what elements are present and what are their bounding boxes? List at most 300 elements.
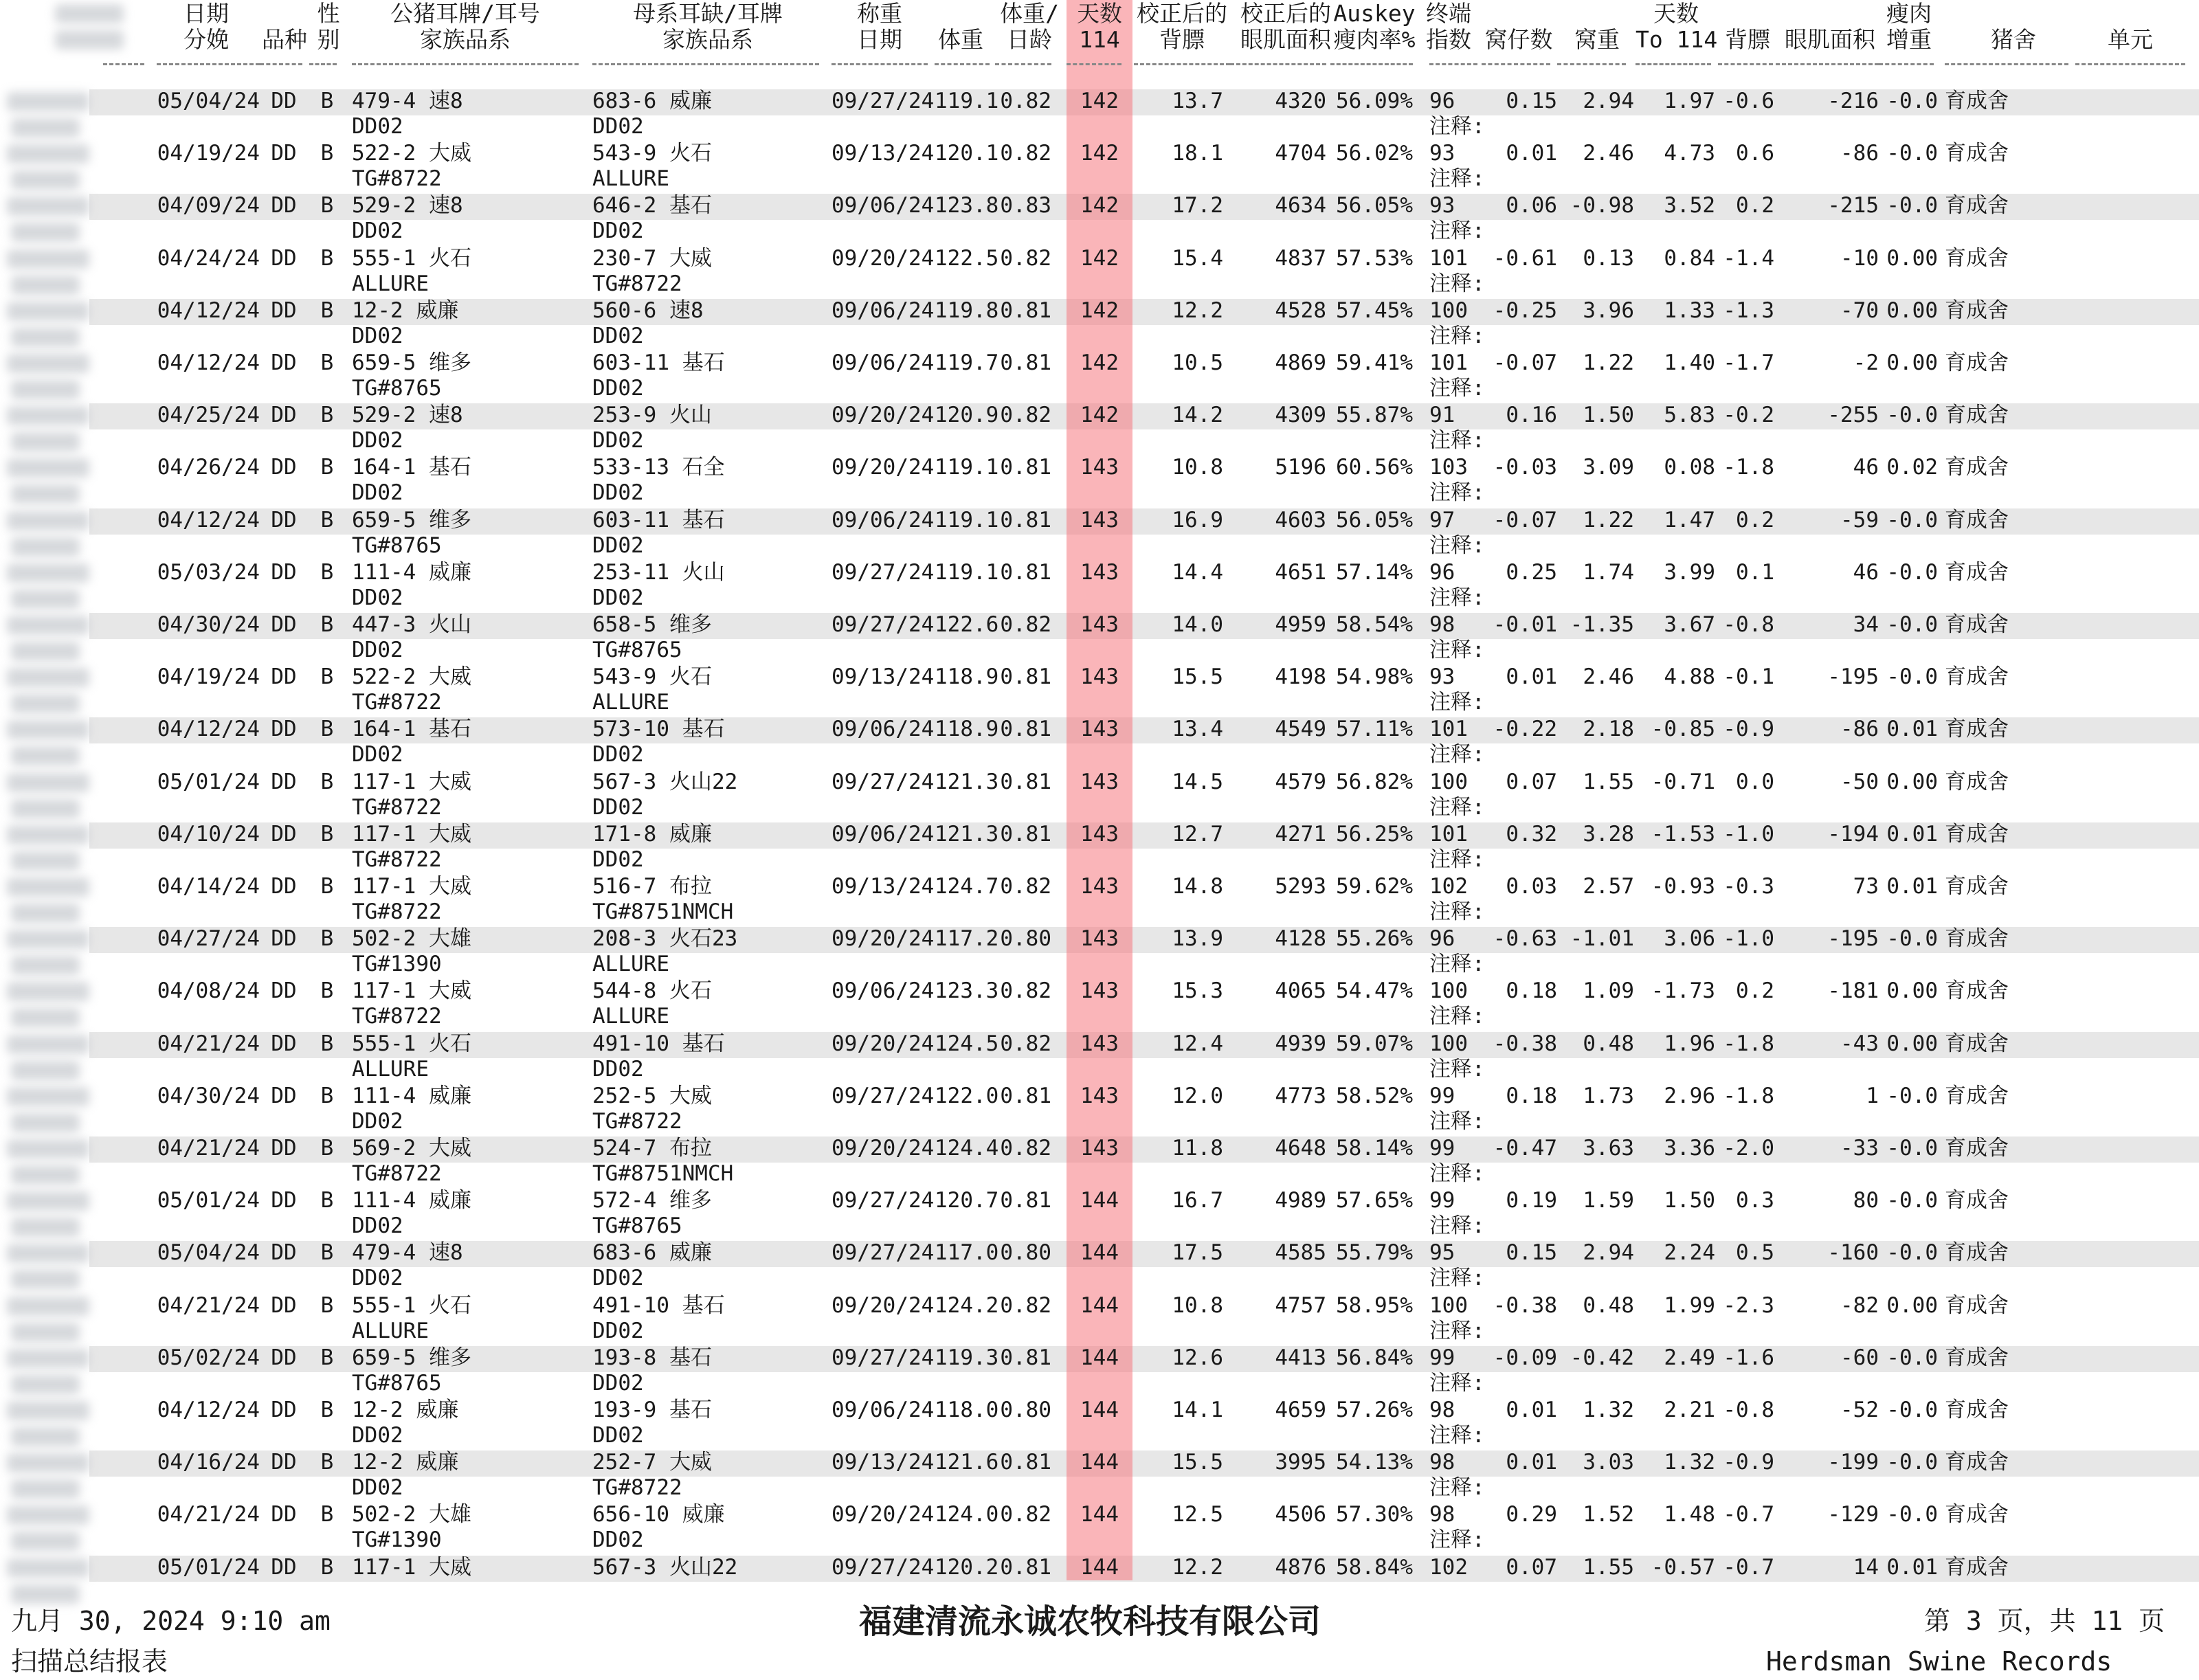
cell-litter-n: 0.19	[1506, 1188, 1557, 1213]
cell-dam-line: DD02	[592, 1318, 644, 1343]
redacted-id	[7, 92, 89, 111]
cell-house: 育成舍	[1945, 874, 2009, 899]
cell-lea: 4585	[1275, 1240, 1326, 1266]
redacted-id	[7, 406, 89, 425]
cell-sex: B	[320, 926, 334, 952]
cell-breed: DD	[271, 821, 297, 847]
redacted-id	[11, 799, 80, 818]
redacted-id	[11, 1165, 80, 1185]
cell-breed: DD	[271, 507, 297, 533]
cell-breed: DD	[271, 455, 297, 480]
cell-litter-w: 1.22	[1583, 350, 1634, 375]
cell-lg: -0.0	[1886, 664, 1938, 690]
cell-note: 注释:	[1429, 1475, 1485, 1501]
cell-sire-line: TG#8722	[352, 690, 442, 715]
cell-days: 142	[1080, 245, 1119, 271]
cell-sire-line: DD02	[352, 585, 403, 610]
cell-bf2: -1.8	[1723, 1031, 1774, 1056]
cell-dam-line: ALLURE	[592, 952, 669, 977]
cell-litter-w: 2.46	[1583, 664, 1634, 690]
cell-dam: 491-10 基石	[592, 1031, 725, 1056]
cell-dam: 253-11 火山	[592, 559, 725, 585]
cell-house: 育成舍	[1945, 89, 2009, 113]
cell-date: 04/21/24	[157, 1136, 260, 1161]
cell-date: 04/12/24	[157, 298, 260, 323]
cell-lg: -0.0	[1886, 612, 1938, 637]
cell-to114: 0.08	[1664, 455, 1715, 480]
cell-lea2: -59	[1840, 507, 1879, 533]
cell-breed: DD	[271, 89, 297, 113]
cell-breed: DD	[271, 1083, 297, 1108]
cell-note: 注释:	[1429, 480, 1485, 506]
cell-sire-line: TG#8722	[352, 1161, 442, 1186]
cell-wdate: 09/20/24	[831, 403, 935, 428]
cell-dam-line: DD02	[592, 376, 644, 401]
cell-bf2: -0.1	[1723, 664, 1774, 690]
cell-date: 04/19/24	[157, 141, 260, 166]
cell-dam-line: DD02	[592, 480, 644, 506]
cell-idx: 99	[1429, 1345, 1455, 1370]
cell-lean: 54.13%	[1336, 1450, 1413, 1475]
dash-rule	[103, 63, 144, 65]
cell-lean: 56.05%	[1336, 507, 1413, 533]
cell-idx: 100	[1429, 769, 1468, 794]
cell-litter-n: 0.32	[1506, 821, 1557, 847]
cell-litter-n: 0.15	[1506, 89, 1557, 113]
redacted-id	[7, 982, 89, 1001]
cell-lea: 4528	[1275, 298, 1326, 323]
cell-adg: 0.81	[1000, 1345, 1051, 1370]
cell-dam: 603-11 基石	[592, 507, 725, 533]
cell-sire-line: DD02	[352, 1266, 403, 1291]
cell-sex: B	[320, 245, 334, 271]
cell-lea2: -33	[1840, 1136, 1879, 1161]
cell-date: 04/12/24	[157, 717, 260, 742]
cell-date: 04/25/24	[157, 403, 260, 428]
cell-sex: B	[320, 455, 334, 480]
cell-bf2: -0.7	[1723, 1554, 1774, 1580]
redacted-id	[11, 1584, 80, 1604]
cell-litter-n: 0.03	[1506, 874, 1557, 899]
cell-sex: B	[320, 821, 334, 847]
cell-idx: 101	[1429, 245, 1468, 271]
cell-bf2: -0.8	[1723, 612, 1774, 637]
cell-sire-line: DD02	[352, 114, 403, 139]
cell-dam: 252-5 大威	[592, 1083, 712, 1108]
cell-sire-line: DD02	[352, 1213, 403, 1239]
column-header-line1: 终端	[1426, 0, 1471, 27]
cell-bf: 17.5	[1172, 1240, 1223, 1266]
cell-sire: 659-5 维多	[352, 507, 471, 533]
redacted-id	[7, 302, 89, 321]
cell-dam: 543-9 火石	[592, 664, 712, 690]
cell-lean: 59.62%	[1336, 874, 1413, 899]
cell-dam-line: TG#8722	[592, 271, 682, 296]
cell-lg: 0.01	[1886, 821, 1938, 847]
cell-lean: 59.41%	[1336, 350, 1413, 375]
cell-lea2: -181	[1827, 978, 1879, 1004]
cell-house: 育成舍	[1945, 769, 2009, 794]
cell-days: 143	[1080, 1031, 1119, 1056]
cell-breed: DD	[271, 926, 297, 952]
redacted-id	[11, 1113, 80, 1132]
column-header-line1: 天数	[1653, 0, 1699, 27]
cell-lg: -0.0	[1886, 1398, 1938, 1422]
cell-lean: 60.56%	[1336, 455, 1413, 480]
cell-lea: 4271	[1275, 821, 1326, 847]
cell-lean: 59.07%	[1336, 1031, 1413, 1056]
cell-idx: 100	[1429, 978, 1468, 1004]
redacted-id	[11, 484, 80, 504]
column-header-line2: 日期	[857, 26, 902, 53]
cell-sex: B	[320, 1083, 334, 1108]
cell-dam-line: DD02	[592, 428, 644, 453]
cell-days: 142	[1080, 298, 1119, 323]
cell-lea: 4939	[1275, 1031, 1326, 1056]
cell-litter-w: -0.98	[1570, 193, 1634, 219]
column-header-line2: 背膘	[1159, 26, 1205, 53]
cell-wdate: 09/06/24	[831, 821, 935, 847]
cell-note: 注释:	[1429, 428, 1485, 453]
cell-bf2: -0.3	[1723, 874, 1774, 899]
cell-dam-line: TG#8722	[592, 1475, 682, 1501]
cell-sex: B	[320, 1292, 334, 1318]
cell-lg: -0.0	[1886, 1083, 1938, 1108]
cell-dam-line: DD02	[592, 847, 644, 872]
cell-weight: 119.1	[935, 559, 999, 585]
cell-breed: DD	[271, 298, 297, 323]
column-header-line1: 体重/	[1000, 0, 1059, 27]
column-header-line2: 日龄	[1007, 26, 1052, 53]
cell-lea2: -82	[1840, 1292, 1879, 1318]
cell-wdate: 09/20/24	[831, 455, 935, 480]
cell-note: 注释:	[1429, 1318, 1485, 1343]
cell-dam-line: DD02	[592, 114, 644, 139]
cell-litter-w: 2.94	[1583, 1240, 1634, 1266]
cell-sire: 659-5 维多	[352, 350, 471, 375]
cell-days: 144	[1080, 1188, 1119, 1213]
cell-bf2: 0.2	[1736, 507, 1774, 533]
cell-to114: -1.73	[1651, 978, 1715, 1004]
cell-sex: B	[320, 1188, 334, 1213]
dash-rule	[1230, 63, 1326, 65]
page-number: 第 3 页，共 11 页	[1924, 1606, 2165, 1636]
cell-litter-n: 0.16	[1506, 403, 1557, 428]
cell-sex: B	[320, 193, 334, 219]
cell-lea2: 34	[1853, 612, 1879, 637]
cell-dam-line: ALLURE	[592, 690, 669, 715]
cell-to114: 4.73	[1664, 141, 1715, 166]
cell-bf: 14.5	[1172, 769, 1223, 794]
cell-litter-n: -0.38	[1493, 1031, 1557, 1056]
cell-litter-n: -0.01	[1493, 612, 1557, 637]
cell-wdate: 09/20/24	[831, 1292, 935, 1318]
cell-breed: DD	[271, 769, 297, 794]
dash-rule	[1636, 63, 1711, 65]
column-header-line1: 校正后的	[1137, 0, 1227, 27]
cell-wdate: 09/20/24	[831, 1031, 935, 1056]
cell-house: 育成舍	[1945, 1502, 2009, 1527]
cell-litter-n: -0.61	[1493, 245, 1557, 271]
cell-wdate: 09/06/24	[831, 350, 935, 375]
cell-wdate: 09/27/24	[831, 1345, 935, 1370]
cell-note: 注释:	[1429, 114, 1485, 139]
cell-weight: 124.7	[935, 874, 999, 899]
cell-lg: 0.00	[1886, 1031, 1938, 1056]
cell-adg: 0.81	[1000, 664, 1051, 690]
column-header-line2: 窝仔数	[1484, 26, 1553, 53]
cell-date: 04/21/24	[157, 1292, 260, 1318]
cell-bf: 13.4	[1172, 717, 1223, 742]
column-header-line2: 家族品系	[420, 26, 511, 53]
cell-sire-line: TG#8722	[352, 1004, 442, 1029]
cell-lea2: -43	[1840, 1031, 1879, 1056]
cell-lea2: 80	[1853, 1188, 1879, 1213]
cell-sex: B	[320, 1240, 334, 1266]
cell-to114: 1.50	[1664, 1188, 1715, 1213]
cell-lean: 58.95%	[1336, 1292, 1413, 1318]
cell-lean: 54.47%	[1336, 978, 1413, 1004]
cell-house: 育成舍	[1945, 1554, 2009, 1580]
cell-lea2: -194	[1827, 821, 1879, 847]
cell-weight: 122.0	[935, 1083, 999, 1108]
cell-days: 143	[1080, 559, 1119, 585]
cell-lean: 56.25%	[1336, 821, 1413, 847]
cell-weight: 121.3	[935, 821, 999, 847]
cell-sex: B	[320, 298, 334, 323]
cell-days: 144	[1080, 1240, 1119, 1266]
cell-idx: 93	[1429, 141, 1455, 166]
cell-sire: 117-1 大威	[352, 874, 471, 899]
cell-sex: B	[320, 612, 334, 637]
column-header-line2: 瘦肉率%	[1333, 26, 1416, 53]
cell-sex: B	[320, 1031, 334, 1056]
cell-wdate: 09/06/24	[831, 717, 935, 742]
cell-to114: -1.53	[1651, 821, 1715, 847]
cell-lea2: -50	[1840, 769, 1879, 794]
cell-lean: 58.54%	[1336, 612, 1413, 637]
cell-weight: 119.8	[935, 298, 999, 323]
cell-lean: 57.26%	[1336, 1398, 1413, 1422]
cell-bf2: 0.5	[1736, 1240, 1774, 1266]
cell-lg: -0.0	[1886, 1345, 1938, 1370]
redacted-id	[7, 668, 89, 687]
cell-breed: DD	[271, 978, 297, 1004]
cell-idx: 101	[1429, 717, 1468, 742]
cell-wdate: 09/20/24	[831, 1136, 935, 1161]
cell-weight: 122.5	[935, 245, 999, 271]
cell-sire-line: DD02	[352, 1475, 403, 1501]
column-header-line2: 增重	[1886, 26, 1932, 53]
cell-bf: 14.4	[1172, 559, 1223, 585]
cell-litter-n: 0.07	[1506, 1554, 1557, 1580]
cell-litter-n: -0.38	[1493, 1292, 1557, 1318]
cell-days: 143	[1080, 717, 1119, 742]
cell-bf2: -0.6	[1723, 89, 1774, 113]
cell-note: 注释:	[1429, 952, 1485, 977]
redacted-id	[11, 1270, 80, 1289]
cell-idx: 100	[1429, 1031, 1468, 1056]
cell-litter-n: 0.07	[1506, 769, 1557, 794]
cell-wdate: 09/27/24	[831, 1240, 935, 1266]
cell-dam: 533-13 石全	[592, 455, 725, 480]
cell-idx: 102	[1429, 874, 1468, 899]
cell-breed: DD	[271, 141, 297, 166]
cell-dam-line: TG#8765	[592, 638, 682, 662]
redacted-id	[11, 1532, 80, 1551]
cell-dam-line: DD02	[592, 585, 644, 610]
cell-lea2: 1	[1866, 1083, 1879, 1108]
cell-litter-n: 0.15	[1506, 1240, 1557, 1266]
column-header-line1: Auskey	[1333, 0, 1416, 27]
cell-breed: DD	[271, 1554, 297, 1580]
cell-adg: 0.82	[1000, 141, 1051, 166]
cell-date: 04/21/24	[157, 1502, 260, 1527]
cell-lg: -0.0	[1886, 926, 1938, 952]
cell-adg: 0.82	[1000, 1292, 1051, 1318]
cell-bf2: -0.9	[1723, 717, 1774, 742]
cell-weight: 118.9	[935, 717, 999, 742]
column-header-line2: 眼肌面积	[1785, 26, 1875, 53]
cell-days: 142	[1080, 403, 1119, 428]
cell-litter-w: 1.73	[1583, 1083, 1634, 1108]
cell-bf2: 0.0	[1736, 769, 1774, 794]
cell-sex: B	[320, 1136, 334, 1161]
redacted-id	[7, 877, 89, 897]
cell-to114: 2.24	[1664, 1240, 1715, 1266]
cell-wdate: 09/13/24	[831, 874, 935, 899]
cell-house: 育成舍	[1945, 1345, 2009, 1370]
cell-litter-n: 0.01	[1506, 141, 1557, 166]
cell-lea: 4959	[1275, 612, 1326, 637]
cell-sire: 117-1 大威	[352, 769, 471, 794]
redacted-id	[7, 1349, 89, 1368]
cell-adg: 0.83	[1000, 193, 1051, 219]
cell-note: 注释:	[1429, 899, 1485, 924]
cell-dam: 491-10 基石	[592, 1292, 725, 1318]
cell-lea: 5196	[1275, 455, 1326, 480]
cell-to114: 3.36	[1664, 1136, 1715, 1161]
print-datetime: 九月 30, 2024 9:10 am	[11, 1606, 331, 1636]
column-header-line1: 称重	[857, 0, 902, 27]
cell-days: 143	[1080, 926, 1119, 952]
cell-note: 注释:	[1429, 794, 1485, 820]
cell-litter-w: 1.22	[1583, 507, 1634, 533]
cell-dam-line: DD02	[592, 742, 644, 768]
cell-date: 05/04/24	[157, 89, 260, 113]
cell-lg: 0.01	[1886, 874, 1938, 899]
cell-house: 育成舍	[1945, 1136, 2009, 1161]
cell-note: 注释:	[1429, 1108, 1485, 1134]
cell-date: 04/12/24	[157, 1398, 260, 1422]
cell-sex: B	[320, 664, 334, 690]
cell-note: 注释:	[1429, 219, 1485, 244]
cell-weight: 117.0	[935, 1240, 999, 1266]
redacted-id	[7, 1191, 89, 1211]
cell-house: 育成舍	[1945, 1083, 2009, 1108]
cell-lg: 0.00	[1886, 298, 1938, 323]
cell-note: 注释:	[1429, 1266, 1485, 1291]
cell-date: 04/26/24	[157, 455, 260, 480]
cell-idx: 99	[1429, 1083, 1455, 1108]
cell-bf: 18.1	[1172, 141, 1223, 166]
cell-breed: DD	[271, 1292, 297, 1318]
cell-days: 142	[1080, 141, 1119, 166]
cell-sire: 555-1 火石	[352, 1292, 471, 1318]
cell-bf: 14.0	[1172, 612, 1223, 637]
redacted-id	[7, 1297, 89, 1316]
redacted-id	[7, 1087, 89, 1106]
cell-breed: DD	[271, 559, 297, 585]
cell-sire: 164-1 基石	[352, 455, 471, 480]
cell-house: 育成舍	[1945, 403, 2009, 428]
cell-litter-n: -0.09	[1493, 1345, 1557, 1370]
cell-dam: 543-9 火石	[592, 141, 712, 166]
cell-bf: 12.0	[1172, 1083, 1223, 1108]
cell-lean: 58.14%	[1336, 1136, 1413, 1161]
cell-bf: 15.4	[1172, 245, 1223, 271]
cell-house: 育成舍	[1945, 717, 2009, 742]
cell-adg: 0.81	[1000, 717, 1051, 742]
column-header-line2: 猪舍	[1991, 26, 2036, 53]
cell-litter-w: 1.09	[1583, 978, 1634, 1004]
cell-dam-line: DD02	[592, 219, 644, 244]
cell-date: 04/30/24	[157, 1083, 260, 1108]
cell-bf: 12.6	[1172, 1345, 1223, 1370]
cell-dam-line: DD02	[592, 1423, 644, 1448]
cell-litter-w: 3.96	[1583, 298, 1634, 323]
cell-to114: 4.88	[1664, 664, 1715, 690]
cell-dam: 658-5 维多	[592, 612, 712, 637]
cell-litter-w: 3.28	[1583, 821, 1634, 847]
cell-litter-w: 1.55	[1583, 769, 1634, 794]
column-header-line1: 校正后的	[1240, 0, 1331, 27]
cell-sire: 12-2 威廉	[352, 1450, 459, 1475]
cell-lea: 4320	[1275, 89, 1326, 113]
cell-sire-line: TG#1390	[352, 952, 442, 977]
cell-note: 注释:	[1429, 1527, 1485, 1553]
cell-lea: 4065	[1275, 978, 1326, 1004]
cell-house: 育成舍	[1945, 821, 2009, 847]
cell-to114: 3.67	[1664, 612, 1715, 637]
cell-sire-line: DD02	[352, 742, 403, 768]
cell-note: 注释:	[1429, 166, 1485, 192]
cell-lg: -0.0	[1886, 1136, 1938, 1161]
redacted-id	[11, 1323, 80, 1342]
redacted-id	[7, 511, 89, 530]
cell-breed: DD	[271, 245, 297, 271]
dash-rule	[1482, 63, 1550, 65]
cell-lean: 57.65%	[1336, 1188, 1413, 1213]
cell-litter-n: 0.29	[1506, 1502, 1557, 1527]
cell-lea: 4876	[1275, 1554, 1326, 1580]
cell-days: 144	[1080, 1398, 1119, 1422]
cell-days: 143	[1080, 1136, 1119, 1161]
cell-adg: 0.80	[1000, 926, 1051, 952]
cell-date: 04/12/24	[157, 350, 260, 375]
cell-days: 144	[1080, 1502, 1119, 1527]
cell-weight: 124.4	[935, 1136, 999, 1161]
redacted-id	[7, 563, 89, 583]
cell-bf: 12.4	[1172, 1031, 1223, 1056]
cell-lea2: -129	[1827, 1502, 1879, 1527]
cell-sire-line: ALLURE	[352, 1056, 429, 1082]
cell-lean: 57.11%	[1336, 717, 1413, 742]
cell-lea2: -2	[1853, 350, 1879, 375]
cell-sire-line: DD02	[352, 1108, 403, 1134]
cell-bf: 16.9	[1172, 507, 1223, 533]
cell-idx: 95	[1429, 1240, 1455, 1266]
